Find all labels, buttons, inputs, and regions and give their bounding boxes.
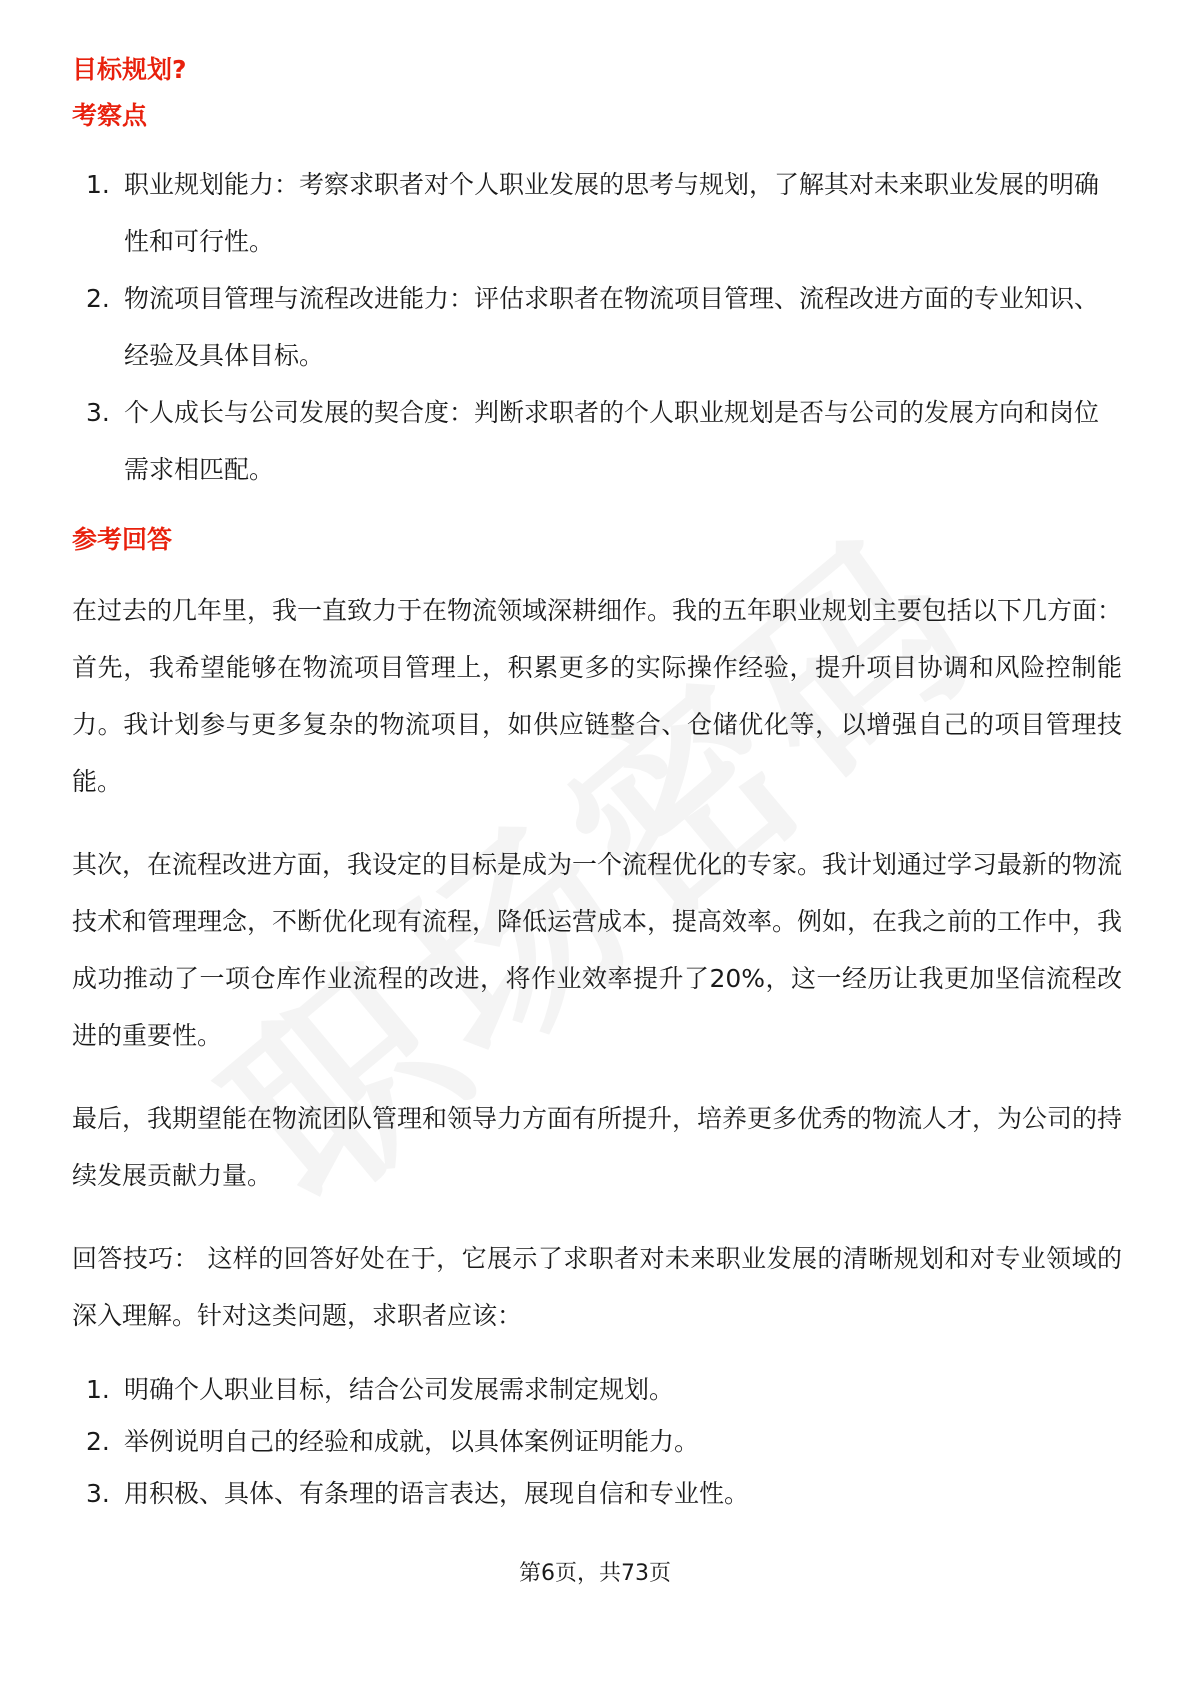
list-number: 1. [86, 170, 110, 199]
question-title: 目标规划? [72, 55, 187, 84]
exam-points-heading: 考察点 [72, 101, 148, 130]
reference-answer-heading: 参考回答 [72, 525, 173, 554]
list-text: 物流项目管理与流程改进能力：评估求职者在物流项目管理、流程改进方面的专业知识、经验及具体目标。 [124, 284, 1100, 370]
list-number: 3. [86, 398, 110, 427]
list-number: 1. [86, 1375, 110, 1404]
list-text: 明确个人职业目标，结合公司发展需求制定规划。 [124, 1375, 675, 1404]
answer-paragraph: 最后，我期望能在物流团队管理和领导力方面有所提升，培养更多优秀的物流人才，为公司的持续发展贡献力量。 [72, 1104, 1123, 1190]
answer-tips-intro: 回答技巧： 这样的回答好处在于，它展示了求职者对未来职业发展的清晰规划和对专业领域的深入理解。针对这类问题，求职者应该： [72, 1244, 1122, 1330]
list-item [72, 156, 1122, 270]
answer-tips-list [72, 1364, 1122, 1520]
list-item [72, 1364, 1122, 1416]
list-text: 职业规划能力：考察求职者对个人职业发展的思考与规划，了解其对未来职业发展的明确性和可行性。 [124, 170, 1100, 256]
page-content [72, 44, 1122, 1520]
list-text: 举例说明自己的经验和成就，以具体案例证明能力。 [124, 1427, 700, 1456]
list-item [72, 384, 1122, 498]
list-number: 3. [86, 1479, 110, 1508]
list-text: 个人成长与公司发展的契合度：判断求职者的个人职业规划是否与公司的发展方向和岗位需求相匹配。 [124, 398, 1100, 484]
list-number: 2. [86, 1427, 110, 1456]
list-item [72, 270, 1122, 384]
list-number: 2. [86, 284, 110, 313]
page-footer: 第6页，共73页 [519, 1561, 671, 1586]
exam-points-list [72, 156, 1122, 498]
list-item [72, 1468, 1122, 1520]
list-text: 用积极、具体、有条理的语言表达，展现自信和专业性。 [124, 1479, 750, 1508]
answer-paragraph: 在过去的几年里，我一直致力于在物流领域深耕细作。我的五年职业规划主要包括以下几方面：首先，我希望能够在物流项目管理上，积累更多的实际操作经验，提升项目协调和风险控制能力。我计划参与更多复杂的物流项目，如供应链整合、仓储优化等，以增强自己的项目管理技能。 [72, 596, 1123, 796]
list-item [72, 1416, 1122, 1468]
answer-paragraph: 其次，在流程改进方面，我设定的目标是成为一个流程优化的专家。我计划通过学习最新的物流技术和管理理念，不断优化现有流程，降低运营成本，提高效率。例如，在我之前的工作中，我成功推动了一项仓库作业流程的改进，将作业效率提升了20%，这一经历让我更加坚信流程改进的重要性。 [72, 850, 1123, 1050]
